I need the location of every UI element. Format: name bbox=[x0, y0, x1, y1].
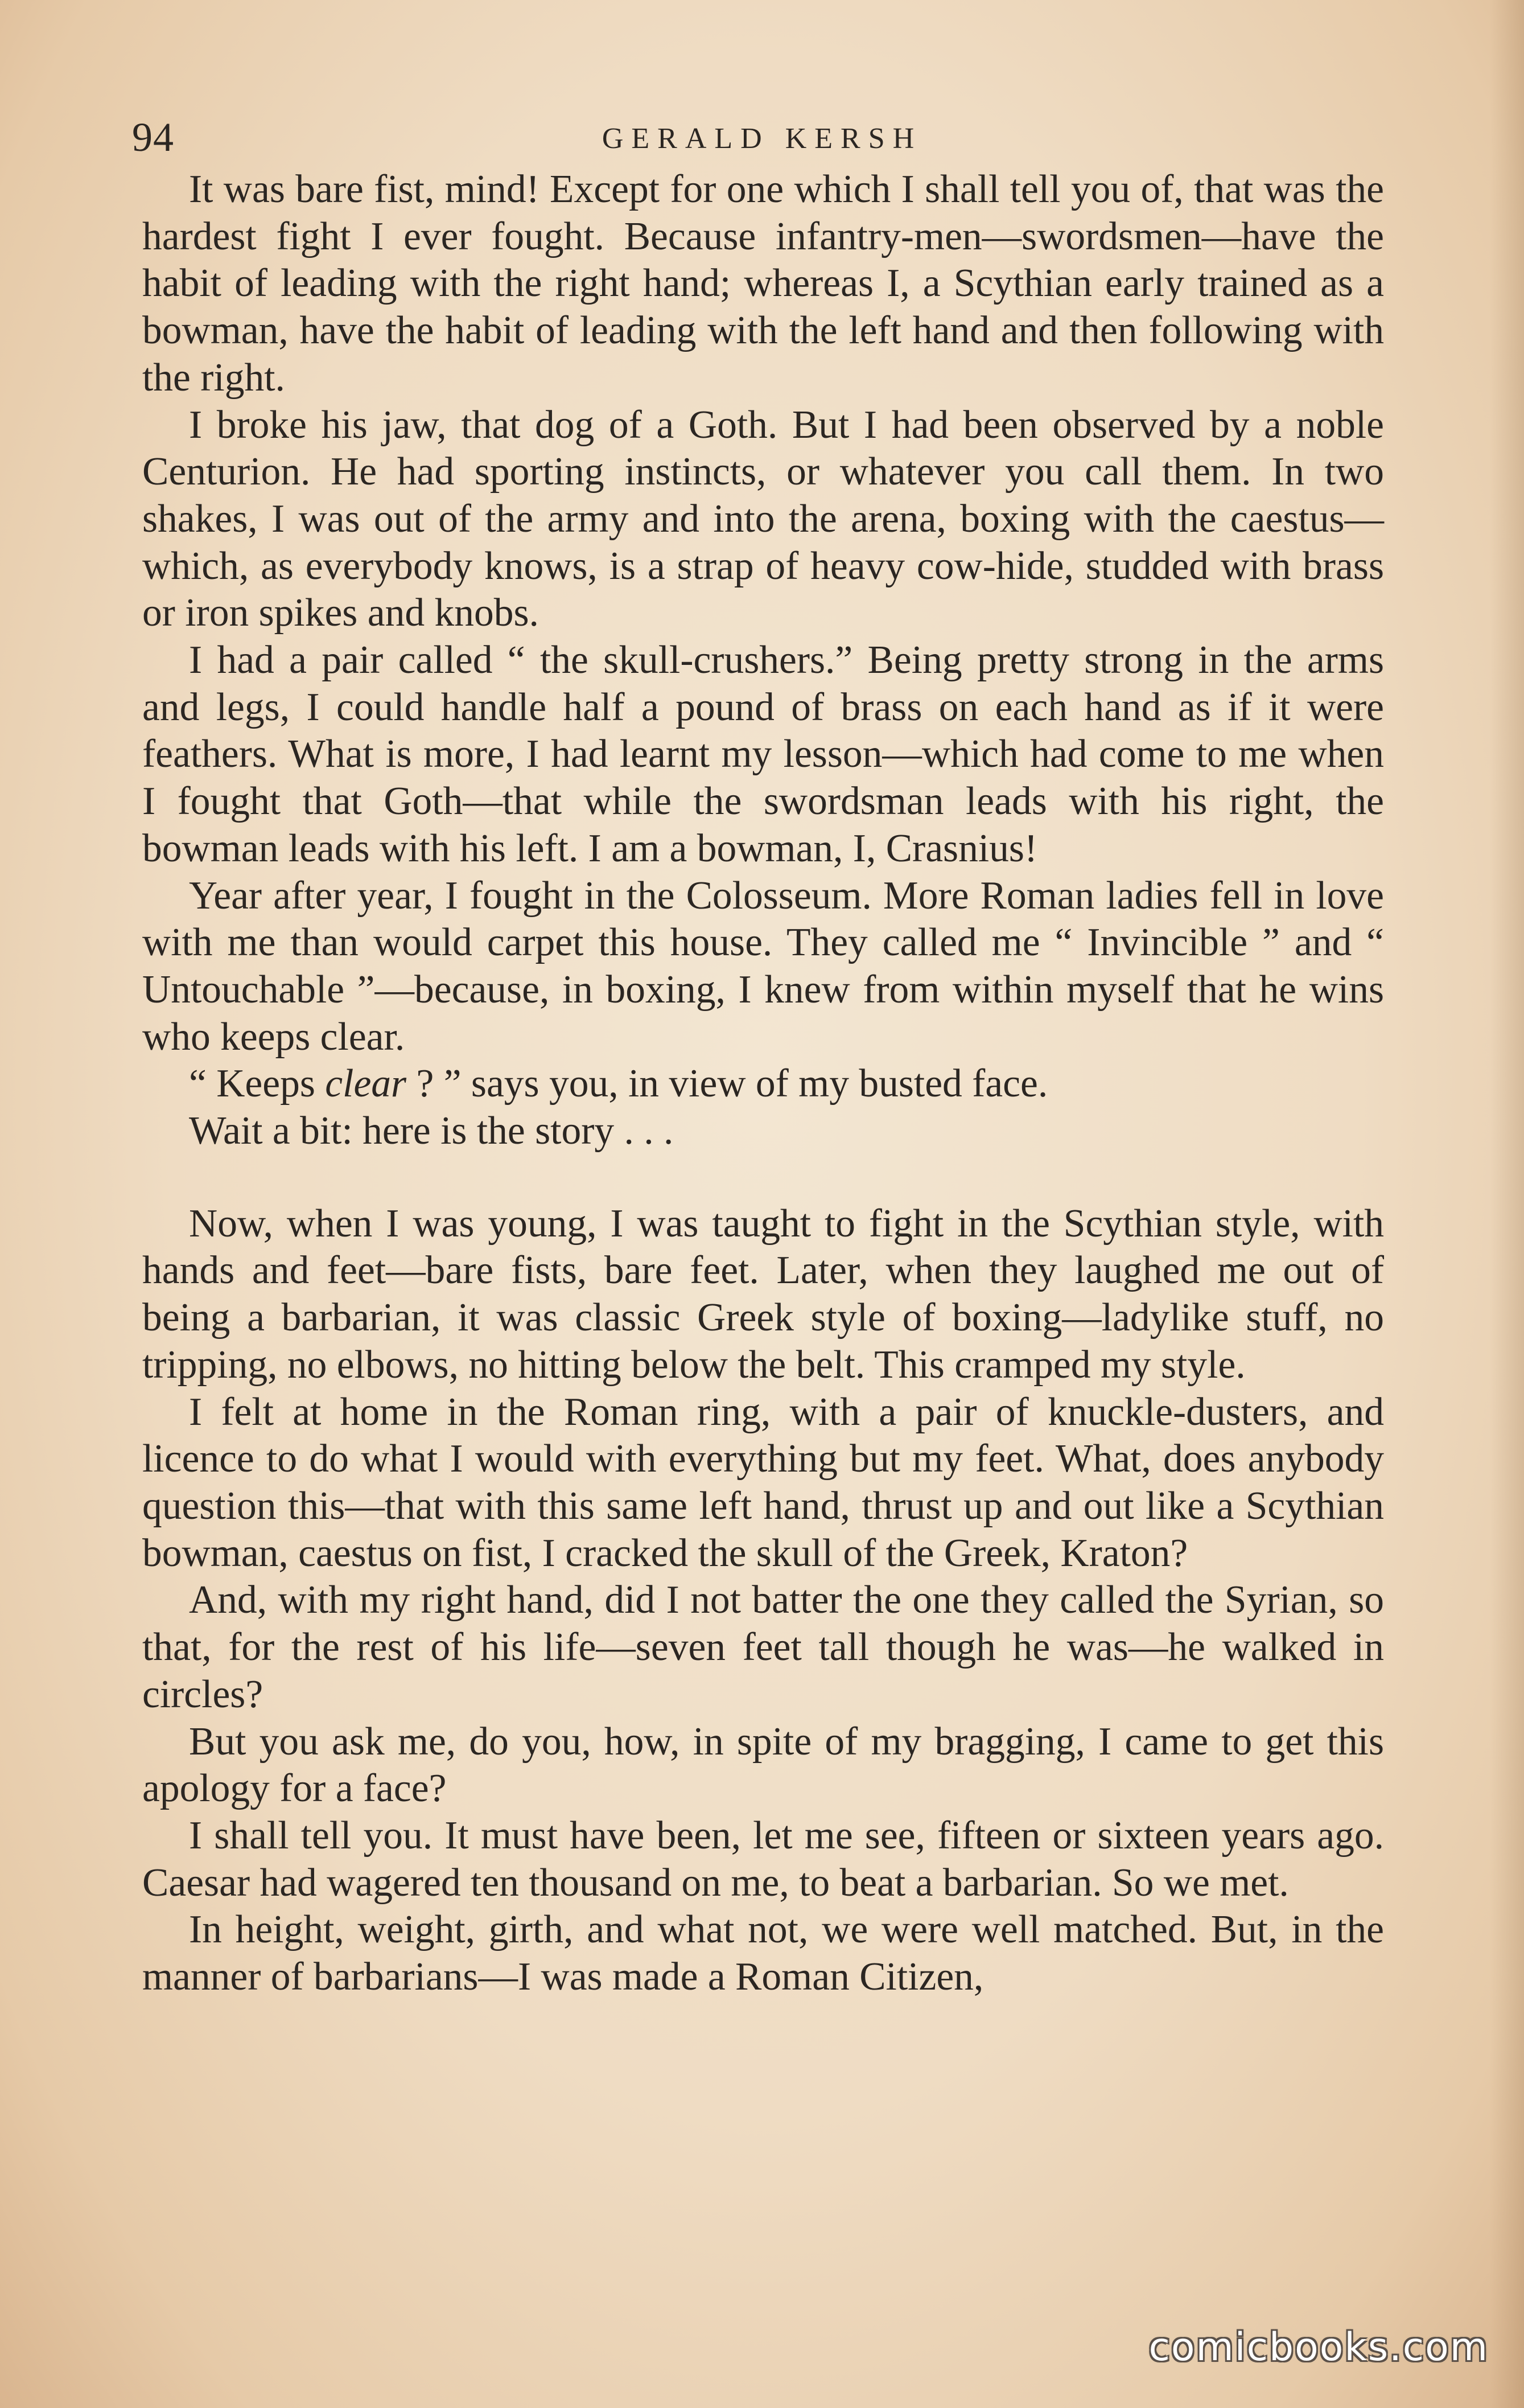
paragraph: I felt at home in the Roman ring, with a pair of knuckle-dusters, and licence to do what I would with everything but my feet. What, does anybody question this—that with this same left hand, thrust up and out like a Scythian bowman, caestus on fist, I cracked the skull of the Greek, Kraton? bbox=[142, 1390, 1384, 1575]
body-text bbox=[142, 166, 1384, 2001]
paragraph: Year after year, I fought in the Colosseum. More Roman ladies fell in love with me than would carpet this house. They called me “ Invincible ” and “ Untouchable ”—because, in boxing, I knew from within myself that he wins who keeps clear. bbox=[142, 873, 1384, 1059]
page-edge-shadow bbox=[1490, 0, 1524, 2408]
paragraph: But you ask me, do you, how, in spite of my bragging, I came to get this apology for a face? bbox=[142, 1719, 1384, 1811]
paragraph: And, with my right hand, did I not batter the one they called the Syrian, so that, for the rest of his life—seven feet tall though he was—he walked in circles? bbox=[142, 1578, 1384, 1716]
section-break bbox=[142, 1155, 1384, 1201]
paragraph: I shall tell you. It must have been, let me see, fifteen or sixteen years ago. Caesar had wagered ten thousand on me, to beat a barbarian. So we met. bbox=[142, 1813, 1384, 1905]
running-head: GERALD KERSH bbox=[602, 122, 922, 155]
paragraph-text: ? ” says you, in view of my busted face. bbox=[406, 1062, 1048, 1106]
paragraph bbox=[142, 1061, 1384, 1108]
paragraph: It was bare fist, mind! Except for one which I shall tell you of, that was the hardest fight I ever fought. Because infantry-men—swordsmen—have the habit of leading with the right hand; whereas I, a Scythian early trained as a bowman, have the habit of leading with the left hand and then following with the right. bbox=[142, 167, 1384, 400]
paragraph: In height, weight, girth, and what not, we were well matched. But, in the manner of barbarians—I was made a Roman Citizen, bbox=[142, 1908, 1384, 1999]
paragraph: Now, when I was young, I was taught to fight in the Scythian style, with hands and feet—bare fists, bare feet. Later, when they laughed me out of being a barbarian, it was classic Greek style of boxing—ladylike stuff, no tripping, no elbows, no hitting below the belt. This cramped my style. bbox=[142, 1201, 1384, 1387]
paragraph-text: “ Keeps bbox=[189, 1062, 326, 1106]
watermark: comicbooks.com bbox=[1148, 2325, 1489, 2370]
italic-word: clear bbox=[325, 1062, 407, 1106]
page-number: 94 bbox=[132, 114, 174, 160]
paragraph: I broke his jaw, that dog of a Goth. But I had been observed by a noble Centurion. He had sporting instincts, or whatever you call them. In two shakes, I was out of the army and into the arena, boxing with the caestus—which, as everybody knows, is a strap of heavy cow-hide, studded with brass or iron spikes and knobs. bbox=[142, 402, 1384, 635]
paragraph: Wait a bit: here is the story . . . bbox=[189, 1109, 674, 1153]
paragraph: I had a pair called “ the skull-crushers.” Being pretty strong in the arms and legs, I could handle half a pound of brass on each hand as if it were feathers. What is more, I had learnt my lesson—which had come to me when I fought that Goth—that while the swordsman leads with his right, the bowman leads with his left. I am a bowman, I, Crasnius! bbox=[142, 638, 1384, 870]
